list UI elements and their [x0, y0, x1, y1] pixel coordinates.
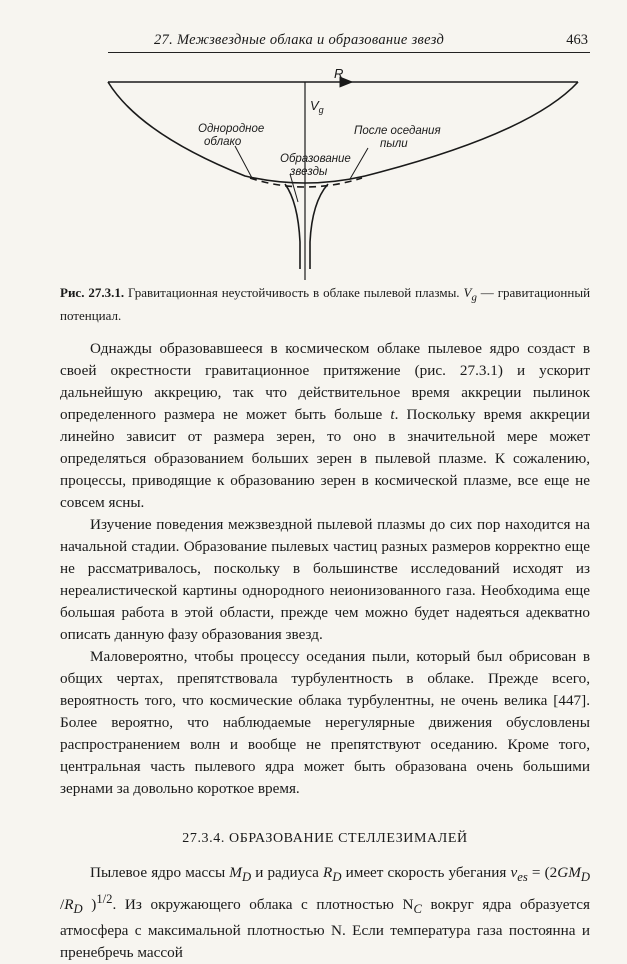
paragraph-4: Пылевое ядро массы $M_D$ и радиуса $R_D$ имеет скорость убегания $v_{es} = (2GM_D$ $/R_D$ )$^{1/2}$. Из окружающего облака с плотностью $N_C$ вокруг ядра образуется атмосфера с максимальной плотностью N. Если температура газа постоянна и пренебречь массой — [60, 864, 591, 962]
star-label-line2: звезды — [290, 166, 328, 178]
settle-label-line2: пыли — [380, 138, 408, 150]
caption-text-2: — гравитационный потенциал. — [60, 285, 591, 323]
figure-potential-well — [100, 64, 600, 284]
star-label-line1: Образование — [280, 153, 351, 165]
figure-caption — [60, 284, 590, 325]
r-label: R — [334, 66, 344, 81]
leader-settle — [350, 148, 368, 179]
settle-label-line1: После оседания — [354, 125, 441, 137]
caption-text: Гравитационная неустойчивость в облаке пылевой плазмы. — [128, 285, 460, 300]
vg-label: $V_g$ — [310, 98, 324, 115]
paragraph-1: Однажды образовавшееся в космическом облаке пылевое ядро создаст в своей окрестности гравитационное притяжение (рис. 27.3.1) и ускорит дальнейшую аккрецию, так что действительное время аккреции пылинок определенного размера не может быть больше t. Поскольку время аккреции линейно зависит от размера зерен, то оно в значительной мере может определяться образованием больших зерен в пылевой плазме. К сожалению, процессы, приводящие к образованию зерен в космической плазме, все еще не совсем ясны. — [60, 340, 591, 511]
body-text — [60, 338, 590, 964]
running-header — [108, 30, 590, 53]
page-number: 463 — [566, 32, 588, 48]
uniform-label-line2: облако — [204, 136, 242, 148]
section-heading: 27.3.4. ОБРАЗОВАНИЕ СТЕЛЛЕЗИМАЛЕЙ — [182, 831, 468, 846]
uniform-label-line1: Однородное — [198, 123, 265, 135]
caption-symbol: $V_g$ — [463, 285, 477, 304]
star-formation-well-right — [310, 184, 328, 269]
caption-label: Рис. 27.3.1. — [60, 285, 125, 300]
potential-well-diagram — [100, 64, 600, 284]
uniform-cloud-curve — [108, 82, 578, 183]
leader-star — [290, 174, 298, 202]
paragraph-3: Маловероятно, чтобы процессу оседания пыли, который был обрисован в общих чертах, препятствовала турбулентность в облаке. Прежде всего, вероятность того, что космические облака турбулентны, не очень велика [447]. Более вероятно, что наблюдаемые нерегулярные движения обусловлены распространением волн и вообще не препятствуют оседанию. Кроме того, центральная часть пылевого ядра может быть образована очень большими зернами за довольно короткое время. — [60, 648, 590, 797]
running-title: 27. Межзвездные облака и образование звезд — [154, 32, 445, 48]
star-formation-well-left — [285, 184, 300, 269]
paragraph-2: Изучение поведения межзвездной пылевой плазмы до сих пор находится на начальной стадии. Образование пылевых частиц разных размеров корректно еще не рассматривалось, поскольку в большинстве исследований исходят из нереалистической картины однородного неионизованного газа. Необходима еще большая работа в этой области, прежде чем можно будет надеяться адекватно описать данную фазу образования звезд. — [60, 516, 590, 643]
